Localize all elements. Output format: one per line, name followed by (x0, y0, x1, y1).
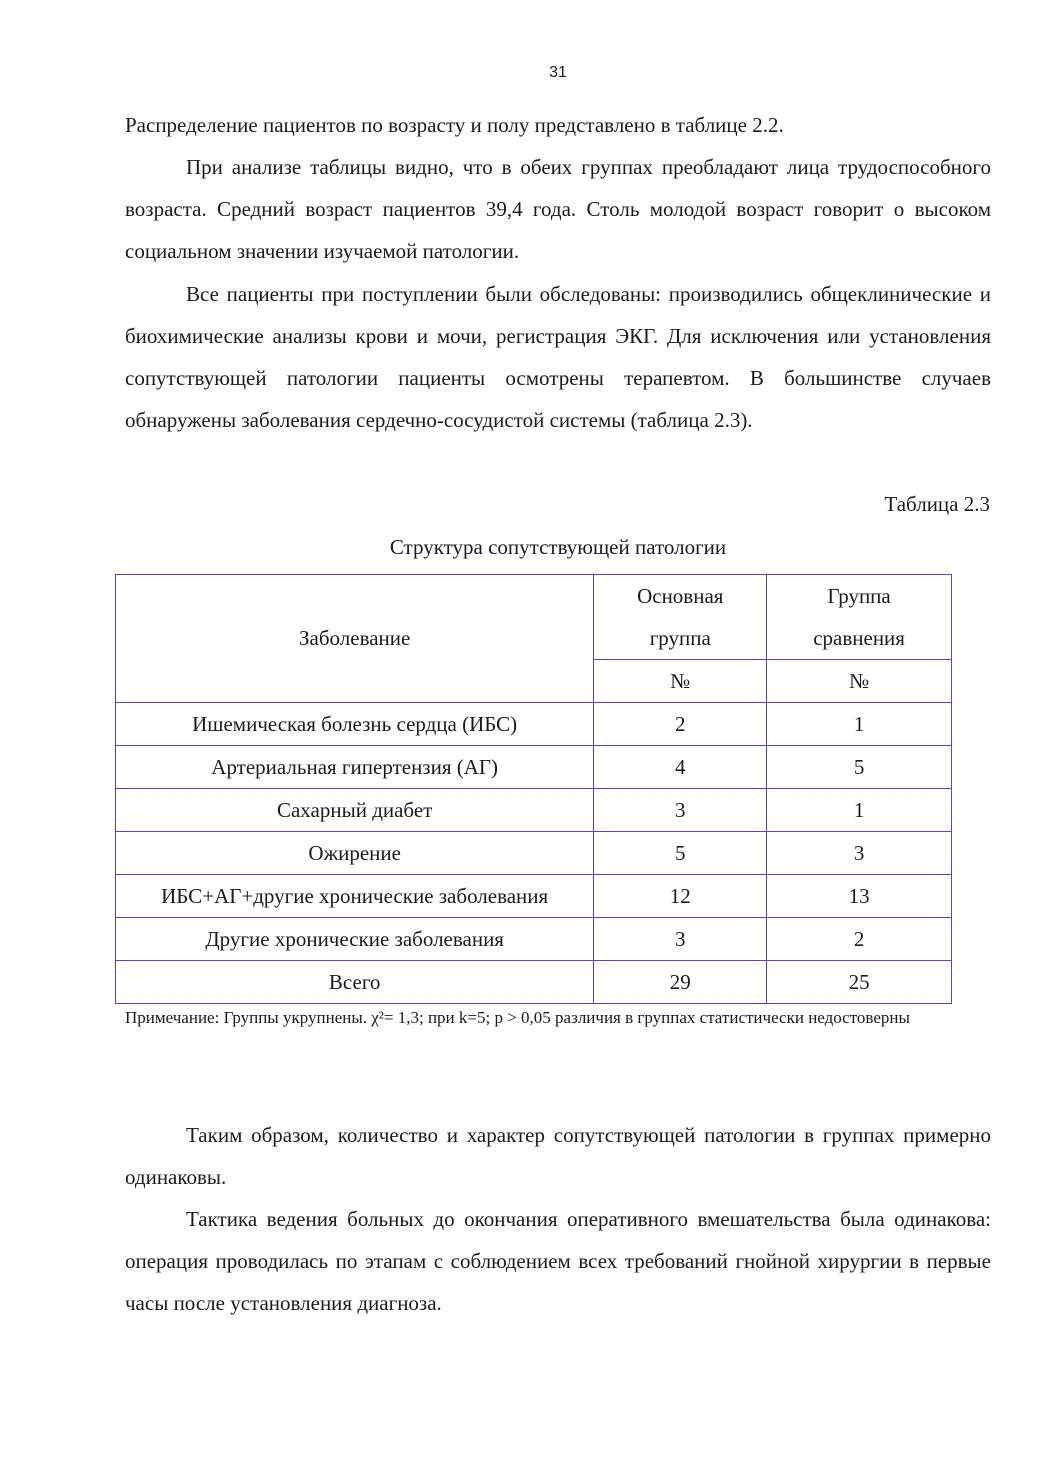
row-disease: Ишемическая болезнь сердца (ИБС) (116, 703, 594, 746)
row-compare-value: 1 (767, 703, 952, 746)
row-compare-value: 13 (767, 875, 952, 918)
row-disease: Всего (116, 961, 594, 1004)
paragraph-conclusion: Таким образом, количество и характер сопутствующей патологии в группах примерно одинаковы. (125, 1123, 991, 1189)
paragraph-age-sex-distribution: Распределение пациентов по возрасту и полу представлено в таблице 2.2. (125, 113, 784, 137)
page-number: 31 (549, 64, 567, 81)
row-compare-value: 25 (767, 961, 952, 1004)
header-compare-number: № (767, 660, 952, 703)
paragraph-examination: Все пациенты при поступлении были обследованы: производились общеклинические и биохимические анализы крови и мочи, регистрация ЭКГ. Для исключения или установления сопутствующей патологии пациенты осмотрены терапевтом. В большинстве случаев обнаружены заболевания сердечно-сосудистой системы (таблица 2.3). (125, 282, 991, 432)
table-row (116, 789, 952, 832)
row-compare-value: 3 (767, 832, 952, 875)
header-main-group-line2: группа (649, 626, 711, 650)
row-disease: Ожирение (116, 832, 594, 875)
row-compare-value: 5 (767, 746, 952, 789)
table-row (116, 918, 952, 961)
table-row (116, 832, 952, 875)
header-compare-group-line2: сравнения (813, 626, 905, 650)
header-main-group-line1: Основная (637, 584, 724, 608)
table-row (116, 703, 952, 746)
row-main-value: 2 (594, 703, 767, 746)
header-compare-group-line1: Группа (827, 584, 891, 608)
table-row (116, 746, 952, 789)
row-disease: ИБС+АГ+другие хронические заболевания (116, 875, 594, 918)
header-disease: Заболевание (116, 575, 594, 703)
row-compare-value: 2 (767, 918, 952, 961)
table-title: Структура сопутствующей патологии (389, 535, 727, 559)
row-disease: Артериальная гипертензия (АГ) (116, 746, 594, 789)
row-disease: Другие хронические заболевания (116, 918, 594, 961)
row-main-value: 3 (594, 918, 767, 961)
table-header-row (116, 575, 952, 660)
row-main-value: 29 (594, 961, 767, 1004)
header-main-number: № (594, 660, 767, 703)
row-compare-value: 1 (767, 789, 952, 832)
header-main-group (594, 575, 767, 660)
table-note: Примечание: Группы укрупнены. χ²= 1,3; при k=5; p > 0,05 различия в группах статистически недостоверны (125, 1008, 910, 1027)
row-main-value: 3 (594, 789, 767, 832)
header-compare-group (767, 575, 952, 660)
comorbidity-table (115, 574, 952, 1004)
paragraph-treatment-tactics: Тактика ведения больных до окончания оперативного вмешательства была одинакова: операция проводилась по этапам с соблюдением всех требований гнойной хирургии в первые часы после установления диагноза. (125, 1207, 991, 1315)
table-total-row (116, 961, 952, 1004)
row-disease: Сахарный диабет (116, 789, 594, 832)
row-main-value: 4 (594, 746, 767, 789)
paragraph-table-analysis: При анализе таблицы видно, что в обеих группах преобладают лица трудоспособного возраста. Средний возраст пациентов 39,4 года. Столь молодой возраст говорит о высоком социальном значении изучаемой патологии. (125, 155, 991, 263)
row-main-value: 12 (594, 875, 767, 918)
table-label: Таблица 2.3 (884, 492, 990, 516)
row-main-value: 5 (594, 832, 767, 875)
table-row (116, 875, 952, 918)
